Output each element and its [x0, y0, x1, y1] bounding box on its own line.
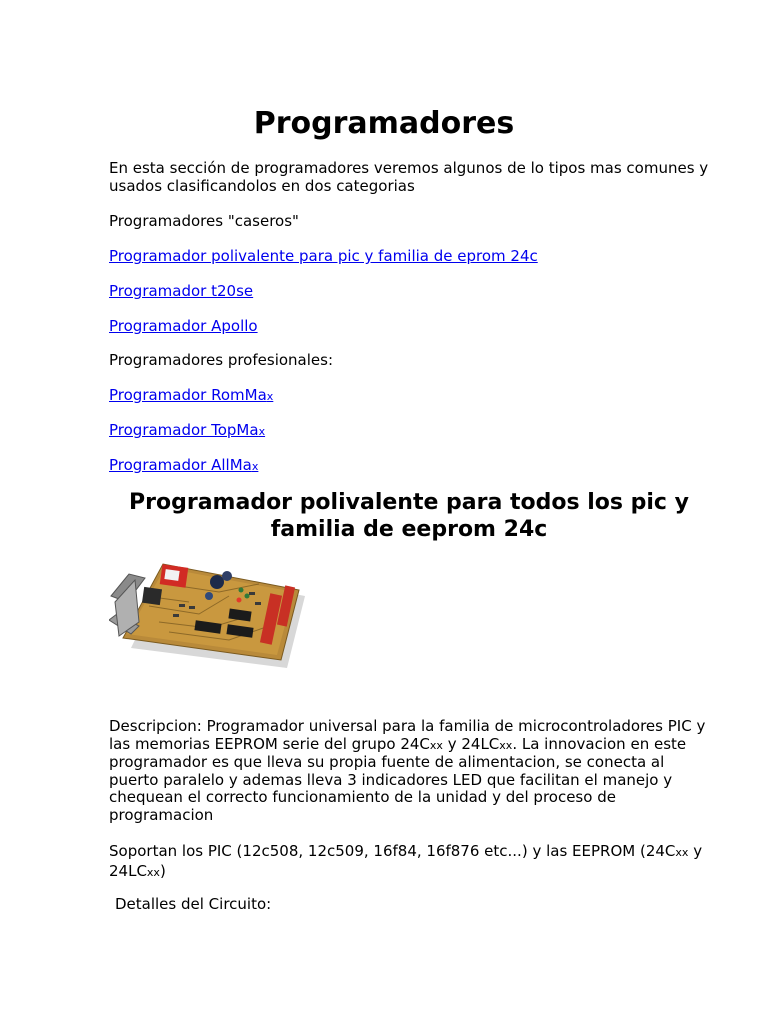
link-programador-t20se[interactable]: Programador t20se: [109, 282, 254, 300]
detalles-heading: Detalles del Circuito:: [115, 895, 272, 913]
profesionales-heading: Programadores profesionales:: [109, 351, 333, 369]
caseros-heading: Programadores "caseros": [109, 212, 299, 230]
description-paragraph: Descripcion: Programador universal para la familia de microcontroladores PIC y las memorias EEPROM serie del grupo 24Cxx y 24LCxx. La innovacion en este programador es que lleva su propia fuente de alimentacion, se conecta al puerto paralelo y ademas lleva 3 indicadores LED que facilitan el manejo y chequean el correcto funcionamiento de la unidad y del proceso de programacion: [109, 717, 706, 824]
page-title: Programadores: [253, 106, 515, 141]
soportan-paragraph: Soportan los PIC (12c508, 12c509, 16f84, 16f876 etc...) y las EEPROM (24Cxx y 24LCxx): [109, 842, 703, 880]
programmer-board-photo: [109, 556, 305, 668]
link-programador-topmax[interactable]: Programador TopMax: [109, 421, 266, 439]
link-programador-rommax[interactable]: Programador RomMax: [109, 386, 274, 404]
link-programador-apollo[interactable]: Programador Apollo: [109, 317, 258, 335]
link-programador-allmax[interactable]: Programador AllMax: [109, 456, 259, 474]
link-programador-polivalente[interactable]: Programador polivalente para pic y familia de eprom 24c: [109, 247, 538, 265]
section-title: Programador polivalente para todos los pic y familia de eeprom 24c: [129, 490, 689, 542]
intro-paragraph: En esta sección de programadores veremos algunos de lo tipos mas comunes y usados clasificandolos en dos categorias: [109, 159, 709, 195]
